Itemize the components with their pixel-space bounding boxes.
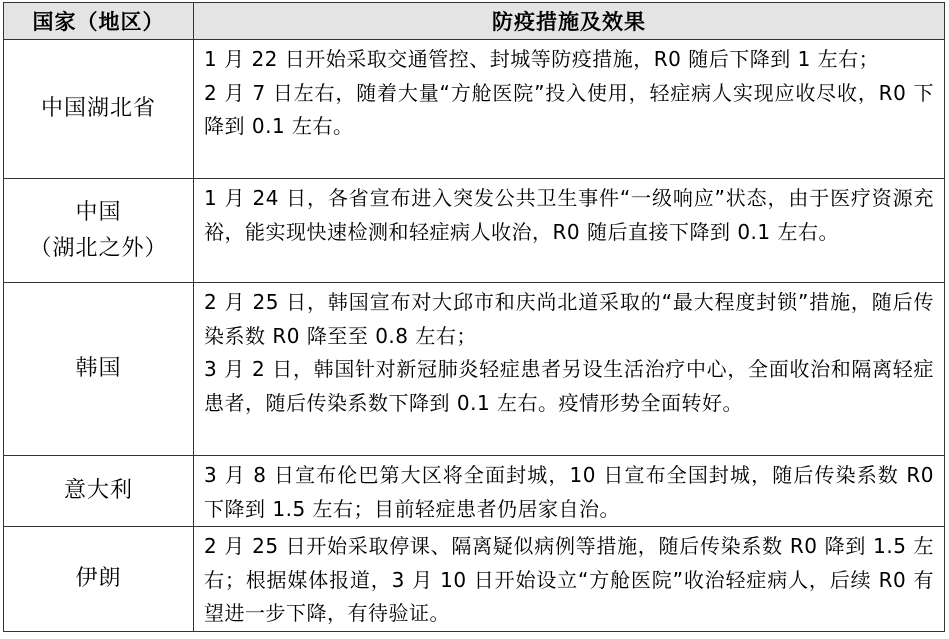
region-label: 伊朗 xyxy=(75,566,122,592)
measures-cell xyxy=(194,179,945,283)
region-label: 中国 xyxy=(75,199,122,225)
region-cell xyxy=(4,527,194,632)
measures-cell xyxy=(194,283,945,456)
region-cell xyxy=(4,283,194,456)
table-header-row xyxy=(4,3,945,40)
measure-paragraph: 3 月 8 日宣布伦巴第大区将全面封城，10 日宣布全国封城，随后传染系数 R0 下降到 1.5 左右；目前轻症患者仍居家自治。 xyxy=(204,463,934,521)
header-measures: 防疫措施及效果 xyxy=(194,3,945,40)
table-row xyxy=(4,179,945,283)
region-cell xyxy=(4,40,194,179)
measure-paragraph: 2 月 25 日，韩国宣布对大邱市和庆尚北道采取的“最大程度封锁”措施，随后传染系数 R0 降至至 0.8 左右； xyxy=(204,290,934,348)
measures-cell xyxy=(194,40,945,179)
measures-cell xyxy=(194,527,945,632)
measures-cell xyxy=(194,456,945,527)
region-label: 意大利 xyxy=(63,478,133,504)
header-region: 国家（地区） xyxy=(4,3,194,40)
measure-paragraph: 1 月 22 日开始采取交通管控、封城等防疫措施，R0 随后下降到 1 左右； xyxy=(204,47,880,71)
table-row xyxy=(4,527,945,632)
measure-paragraph: 2 月 7 日左右，随着大量“方舱医院”投入使用，轻症病人实现应收尽收，R0 下降到 0.1 左右。 xyxy=(204,80,934,139)
measure-paragraph: 1 月 24 日，各省宣布进入突发公共卫生事件“一级响应”状态，由于医疗资源充裕，能实现快速检测和轻症病人收治，R0 随后直接下降到 0.1 左右。 xyxy=(204,186,934,244)
region-cell xyxy=(4,179,194,283)
region-cell xyxy=(4,456,194,527)
measures-table-container xyxy=(3,2,944,632)
measures-table xyxy=(3,2,945,632)
table-row xyxy=(4,40,945,179)
region-label: 韩国 xyxy=(75,356,122,381)
table-row xyxy=(4,283,945,456)
measure-paragraph: 3 月 2 日，韩国针对新冠肺炎轻症患者另设生活治疗中心，全面收治和隔离轻症患者，随后传染系数下降到 0.1 左右。疫情形势全面转好。 xyxy=(204,357,934,415)
table-row xyxy=(4,456,945,527)
measure-paragraph: 2 月 25 日开始采取停课、隔离疑似病例等措施，随后传染系数 R0 降到 1.5 左右；根据媒体报道，3 月 10 日开始设立“方舱医院”收治轻症病人，后续 R0 有望进一步下降，有待验证。 xyxy=(204,534,934,626)
region-label: （湖北之外） xyxy=(29,235,168,261)
region-label: 中国湖北省 xyxy=(40,96,156,121)
